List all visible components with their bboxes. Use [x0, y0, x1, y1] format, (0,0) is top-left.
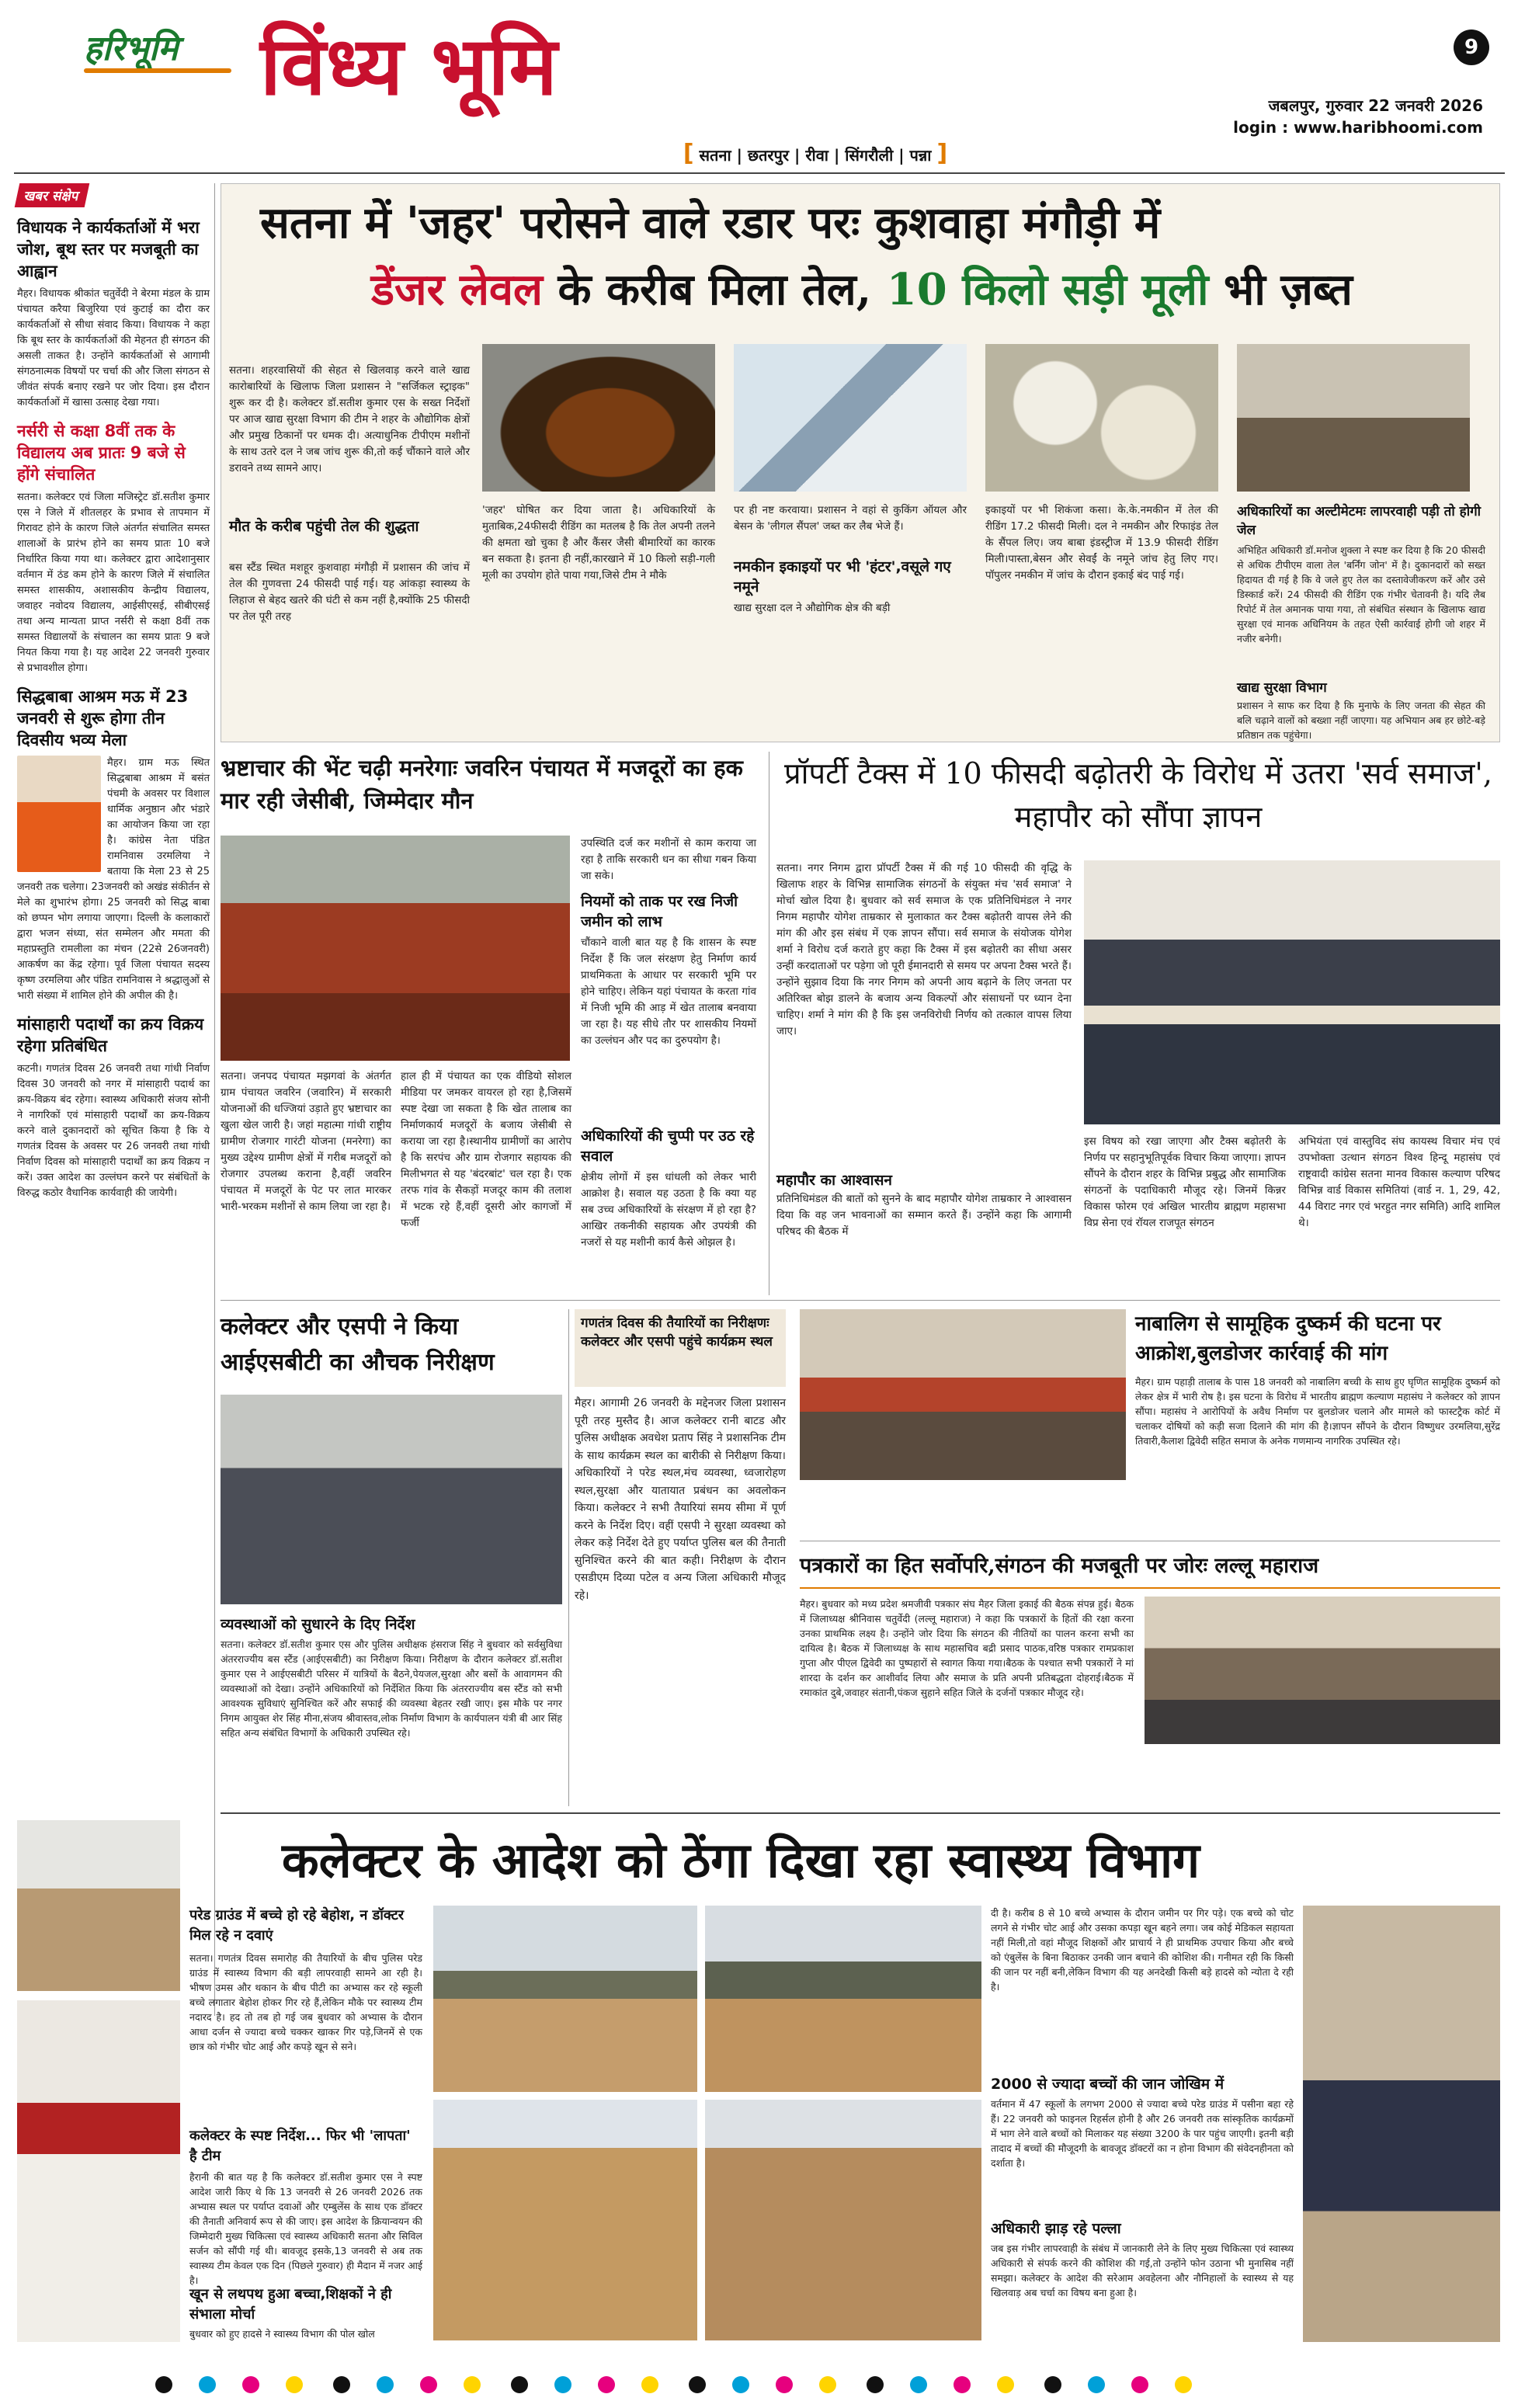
isbt-photo-officials — [221, 1395, 562, 1604]
district-panna[interactable]: पन्ना — [909, 146, 932, 165]
health-headline: कलेक्टर के आदेश को ठेंगा दिखा रहा स्वास्थ्य विभाग — [281, 1832, 1200, 1889]
page-number — [1454, 30, 1489, 65]
district-satna[interactable]: सतना — [699, 146, 731, 165]
mnrega-headline: भ्रष्टाचार की भेंट चढ़ी मनरेगाः जवरिन पंचायत में मजदूरों का हक मार रही जेसीबी, जिम्मेदार मौन — [221, 755, 743, 814]
health-right-subhead: 2000 से ज्यादा बच्चों की जान जोखिम में — [991, 2076, 1224, 2093]
brief-headline-1: विधायक ने कार्यकर्ताओं में भरा जोश, बूथ स्तर पर मजबूती का आह्वान — [17, 218, 200, 280]
health-subhead-1: परेड ग्राउंड में बच्चे हो रहे बेहोश, न डॉक्टर मिल रहे न दवाएं — [189, 1907, 405, 1944]
health-right-1: दी है। करीब 8 से 10 बच्चे अभ्यास के दौरान जमीन पर गिर पड़े। एक बच्चे को चोट लगने से गंभीर चोट आई और उसका कपड़ा खून बहने लगा। जब कोई मेडिकल सहायता नहीं मिली,तो वहां मौजूद शिक्षकों और प्राचार्य ने ही प्राथमिक उपचार किया और बच्चे को एंबुलेंस के बिना बिठाकर उनकी जान बचाने की कोशिश की। गनीमत रही कि किसी की जान पर नहीं बनी,लेकिन विभाग की यह अनदेखी किसी बड़े हादसे को न्योता दे रही है। — [991, 1907, 1294, 1993]
journalist-story — [800, 1548, 1500, 1805]
brief-body-1: मैहर। विधायक श्रीकांत चतुर्वेदी ने बेरमा मंडल के ग्राम पंचायत करैया बिजुरिया एवं कुटाई का दौरा कर कार्यकर्ताओं से सीधा संवाद किया। विधायक ने कहा कि बूथ स्तर के कार्यकर्ताओं की मेहनत ही संगठन की असली ताकत है। उन्होंने कार्यकर्ताओं से आगामी संगठनात्मक विषयों पर चर्चा की और जिला संगठन से जीवंत संपर्क बनाए रखने पर जोर दिया। इस दौरान कार्यकर्ताओं में खासा उत्साह देखा गया। — [17, 288, 210, 408]
lead-headline-2 — [229, 259, 1495, 321]
health-photo-parade-1 — [433, 1906, 697, 2092]
lead-headline-mid: के करीब मिला तेल, — [558, 264, 872, 315]
lead-body-col1: सतना। शहरवासियों की सेहत से खिलवाड़ करने वाले खाद्य कारोबारियों के खिलाफ जिला प्रशासन ने "सर्जिकल स्ट्राइक" शुरू कर दी है। कलेक्टर डॉ.सतीश कुमार एस के सख्त निर्देशों पर आज खाद्य सुरक्षा विभाग की टीम ने शहर के औद्योगिक क्षेत्रों और प्रमुख ठिकानों पर धमक दी। अत्याधुनिक टीपीएम मशीनों के साथ उतरे दल ने जब जांच शुरू की,तो कई चौंकाने वाले और डरावने तथ्य सामने आए। — [229, 364, 470, 474]
group-logo: हरिभूमि — [84, 29, 179, 68]
health-photo-ground — [433, 2100, 697, 2340]
district-rewa[interactable]: रीवा — [805, 146, 828, 165]
district-bar: [ सतना | छतरपुर | रीवा | सिंगरौली | पन्ना ] — [683, 140, 948, 167]
mnrega-body-1: चौंकाने वाली बात यह है कि शासन के स्पष्ट निर्देश हैं कि जल संरक्षण हेतु निर्माण कार्य प्राथमिकता के आधार पर सरकारी भूमि पर होने चाहिए। लेकिन यहां पंचायत के करता गांव में निजी भूमि की आड़ में खेत तालाब बनवाया जा रहा है। यह सीधे तौर पर शासकीय नियमों का उल्लंघन और पद का दुरुपयोग है। — [581, 936, 756, 1047]
login-link[interactable]: login : www.haribhoomi.com — [1233, 118, 1483, 137]
mnrega-body-col1: सतना। जनपद पंचायत मझगवां के अंतर्गत ग्राम पंचायत जवरिन (जवारिन) में सरकारी योजनाओं की धज्जियां उड़ाते हुए भ्रष्टाचार का खुला खेल जारी है। जहां महात्मा गांधी राष्ट्रीय ग्रामीण रोजगार गारंटी योजना (मनरेगा) का मुख्य उद्देश्य ग्रामीण क्षेत्रों में गरीब मजदूरों को रोजगार उपलब्ध कराना है,वहीं जवरिन पंचायत में मजदूरों के पेट पर लात मारकर भारी-भरकम मशीनों से काम लिया जा रहा है। — [221, 1070, 391, 1213]
lead-body-col1b: बस स्टैंड स्थित मशहूर कुशवाहा मंगौड़ी में प्रशासन की जांच में तेल की गुणवत्ता 24 फीसदी पाई गई। यह आंकड़ा स्वास्थ्य के लिहाज से बेहद खतरे की घंटी से कम नहीं है,क्योंकि 25 फीसदी पर तेल पूरी तरह — [229, 561, 470, 623]
lead-photo-thermometer — [734, 344, 967, 492]
logo-swoosh — [84, 68, 231, 73]
tax-headline: प्रॉपर्टी टैक्स में 10 फीसदी बढ़ोतरी के विरोध में उतरा 'सर्व समाज', महापौर को सौंपा ज्ञापन — [784, 756, 1492, 834]
dateline: जबलपुर, गुरुवार 22 जनवरी 2026 — [1268, 96, 1483, 115]
journalist-photo-meeting — [1145, 1597, 1500, 1744]
health-subhead-2: कलेक्टर के स्पष्ट निर्देश... फिर भी 'लापता' है टीम — [189, 2128, 411, 2164]
health-photo-parade-2 — [705, 1906, 981, 2092]
lead-subhead-2: नमकीन इकाइयों पर भी 'हंटर',वसूले गए नमूने — [734, 558, 951, 596]
minor-story — [800, 1309, 1500, 1534]
health-right-3: जब इस गंभीर लापरवाही के संबंध में जानकारी लेने के लिए मुख्य चिकित्सा एवं स्वास्थ्य अधिकारी से संपर्क करने की कोशिश की गई,तो उन्होंने फोन उठाना भी मुनासिब नहीं समझा। कलेक्टर के आदेश की सरेआम अवहेलना और नौनिहालों के स्वास्थ्य से यह खिलवाड़ अब चर्चा का विषय बना हुआ है। — [991, 2243, 1294, 2299]
lead-body-col3: पर ही नष्ट करवाया। प्रशासन ने वहां से कुकिंग ऑयल और बेसन के 'लीगल सैंपल' जब्त कर लैब भेजे हैं। — [734, 504, 967, 533]
lead-headline-end: भी ज़ब्त — [1223, 264, 1353, 315]
republic-headline: गणतंत्र दिवस की तैयारियों का निरीक्षणः कलेक्टर और एसपी पहुंचे कार्यक्रम स्थल — [581, 1315, 773, 1350]
mnrega-story — [221, 752, 764, 1295]
brief-headline-3: सिद्धबाबा आश्रम मऊ में 23 जनवरी से शुरू होगा तीन दिवसीय भव्य मेला — [17, 687, 189, 749]
journalist-headline-box — [800, 1548, 1500, 1589]
lead-body-col3b: खाद्य सुरक्षा दल ने औद्योगिक क्षेत्र की बड़ी — [734, 602, 891, 614]
brief-headline-2: नर्सरी से कक्षा 8वीं तक के विद्यालय अब प्रातः 9 बजे से होंगे संचालित — [17, 422, 186, 484]
isbt-body: सतना। कलेक्टर डॉ.सतीश कुमार एस और पुलिस अधीक्षक हंसराज सिंह ने बुधवार को सर्वसुविधा अंतरराज्यीय बस स्टैंड (आईएसबीटी) का निरीक्षण किया। निरीक्षण के दौरान कलेक्टर डॉ.सतीश कुमार एस ने आईएसबीटी परिसर में यात्रियों के बैठने,पेयजल,सुरक्षा और बसों के आवागमन की व्यवस्थाओं को देखा। उन्होंने अधिकारियों को निर्देशित किया कि अंतरराज्यीय बस स्टैंड को सभी आवश्यक सुविधाएं सुनिश्चित करें और सफाई की व्यवस्था बेहतर रखी जाए। इस मौके पर नगर निगम आयुक्त शेर सिंह मीना,संजय श्रीवास्तव,लोक निर्माण विभाग के कार्यपालन यंत्री बी आर सिंह सहित अन्य संबंधित विभागों के अधिकारी उपस्थित रहे। — [221, 1638, 562, 1739]
lead-side-body: अभिहित अधिकारी डॉ.मनोज शुक्ला ने स्पष्ट कर दिया है कि 20 फीसदी से अधिक टीपीएम वाला तेल 'बर्निंग जोन' में है। दुकानदारों को सख्त हिदायत दी गई है कि वे जले हुए तेल का दस्तावेजीकरण करें और उसे डिस्कार्ड करें। 24 फीसदी की रीडिंग एक गंभीर चेतावनी है। यदि लैब रिपोर्ट में तेल अमानक पाया गया, तो संबंधित संस्थान के खिलाफ खाद्य सुरक्षा एवं मानक अधिनियम के तहत ऐसी कार्रवाई होगी जो शहर में नजीर बनेगी। — [1237, 544, 1485, 645]
brief-body-3: मैहर। ग्राम मऊ स्थित सिद्धबाबा आश्रम में बसंत पंचमी के अवसर पर विशाल धार्मिक अनुष्ठान और भंडारे का आयोजन किया जा रहा है। कांग्रेस नेता पंडित रामनिवास उरमलिया ने बताया कि मेला 23 से 25 जनवरी तक चलेगा। 23जनवरी को अखंड संकीर्तन से मेले का शुभारंभ होगा। 25 जनवरी को सिद्ध बाबा को छप्पन भोग लगाया जाएगा। दिल्ली के कलाकारों द्वारा भजन संध्या, संत सम्मेलन और ममता की महाप्रस्तुति रामलीला का मंचन (22से 26जनवरी) आकर्षण का केंद्र रहेगा। पूर्व जिला पंचायत सदस्य कृष्ण उरमलिया और पंडित रामनिवास ने श्रद्धालुओं से भारी संख्या में शामिल होने की अपील की है। — [17, 757, 210, 1002]
republic-story — [575, 1309, 792, 1806]
minor-photo-protest — [800, 1309, 1126, 1480]
health-story — [17, 1820, 1500, 2356]
mnrega-body-col2: हाल ही में पंचायत का एक वीडियो सोशल मीडिया पर जमकर वायरल हो रहा है,जिसमें स्पष्ट देखा जा सकता है कि खेत तालाब का निर्माणकार्य मजदूरों के बजाय जेसीबी से कराया जा रहा है।स्थानीय ग्रामीणों का आरोप है कि सरपंच और ग्राम रोजगार सहायक की मिलीभगत से यह 'बंदरबांट' चल रहा है। एक तरफ गांव के सैकड़ों मजदूर काम की तलाश में भटक रहे हैं,वहीं दूसरी ओर कागजों में फर्जी — [401, 1070, 571, 1229]
isbt-subhead: व्यवस्थाओं को सुधारने के दिए निर्देश — [221, 1616, 415, 1633]
tax-body-col1b: प्रतिनिधिमंडल की बातों को सुनने के बाद महापौर योगेश ताम्रकार ने आश्वासन दिया कि वह जन भावनाओं का सम्मान करते हैं। उन्होंने कहा कि आगामी परिषद की बैठक में — [776, 1193, 1072, 1238]
lead-side-subhead: खाद्य सुरक्षा विभाग — [1237, 680, 1327, 696]
lead-subhead-1: मौत के करीब पहुंची तेल की शुद्धता — [229, 518, 419, 535]
brief-headline-4: मांसाहारी पदार्थों का क्रय विक्रय रहेगा प्रतिबंधित — [17, 1015, 204, 1055]
isbt-story — [221, 1309, 562, 1806]
mid-rule-1 — [221, 1300, 1500, 1301]
brief-photo-1 — [17, 756, 101, 872]
brief-column — [17, 183, 210, 2016]
lead-headline-red: डेंजर लेवल — [371, 264, 544, 315]
health-subhead-3: खून से लथपथ हुआ बच्चा,शिक्षकों ने ही संभाला मोर्चा — [189, 2286, 392, 2323]
lead-photo-radish — [985, 344, 1218, 492]
brief-body-2: सतना। कलेक्टर एवं जिला मजिस्ट्रेट डॉ.सतीश कुमार एस ने जिले में शीतलहर के प्रभाव से तापमान में गिरावट होने के कारण जिले अंतर्गत संचालित समस्त शालाओं के प्रारंभ होने का समय प्रातः 10 बजे निर्धारित किया गया था। कलेक्टर द्वारा आदेशानुसार वर्तमान में ठंड कम होने के कारण जिले में संचालित समस्त शासकीय, अशासकीय केन्द्रीय विद्यालय, जवाहर नवोदय विद्यालय, आईसीएसई, सीबीएसई तथा अन्य मान्यता प्राप्त नर्सरी से कक्षा 8वीं तक समस्त विद्यालयों के संचालन का समय प्रातः 9 बजे नियत किया गया है। यह आदेश 22 जनवरी गुरुवार से प्रभावशील होगा। — [17, 492, 210, 674]
mnrega-subhead-1: नियमों को ताक पर रख निजी जमीन को लाभ — [581, 893, 738, 930]
page-number-text: 9 — [1464, 36, 1479, 59]
minor-body: मैहर। ग्राम पहाड़ी तालाब के पास 18 जनवरी को नाबालिग बच्ची के साथ हुए घृणित सामूहिक दुष्कर्म को लेकर क्षेत्र में भारी रोष है। इस घटना के विरोध में भारतीय ब्राह्मण कल्याण महासंघ ने कलेक्टर को ज्ञापन सौंपा। महासंघ ने आरोपियों के अवैध निर्माण पर बुलडोजर चलाने और मामले को फास्टट्रैक कोर्ट में चलाकर दोषियों को कड़ी सजा दिलाने की मांग की है।ज्ञापन सौंपने के दौरान विष्णुधर उरमलिया,सुरेंद्र तिवारी,कैलाश द्विवेदी सहित समाज के अनेक गणमान्य नागरिक उपस्थित रहे। — [1135, 1376, 1500, 1447]
minor-headline: नाबालिग से सामूहिक दुष्कर्म की घटना पर आक्रोश,बुलडोजर कार्रवाई की मांग — [1135, 1312, 1441, 1365]
lead-photo-inspection — [1237, 344, 1470, 492]
isbt-divider — [568, 1309, 569, 1806]
masthead — [0, 0, 1518, 167]
brief-label: खबर संक्षेप — [15, 183, 89, 207]
tax-body-col2: इस विषय को रखा जाएगा और टैक्स बढ़ोतरी के निर्णय पर सहानुभूतिपूर्वक विचार किया जाएगा। ज्ञापन सौंपने के दौरान शहर के विभिन्न प्रबुद्ध और सामाजिक संगठनों के पदाधिकारी मौजूद रहे। जिनमें किन्नर विकास फोरम एवं अखिल भारतीय ब्राह्मण महासभा विप्र सेना एवं रॉयल राजपूत संगठन — [1084, 1135, 1286, 1229]
brief-body-4: कटनी। गणतंत्र दिवस 26 जनवरी तथा गांधी निर्वाण दिवस 30 जनवरी को नगर में मांसाहारी पदार्थ का क्रय-विक्रय बंद रहेगा। स्वास्थ्य अधिकारी संजय सोनी ने नागरिकों एवं मांसाहारी पदार्थों का क्रय-विक्रय करने वाले दुकानदारों को सूचित किया है कि ये गणतंत्र दिवस के अवसर पर 26 जनवरी तथा गांधी निर्वाण दिवस को मांसाहारी पदार्थों का क्रय विक्रय न करें। उक्त आदेश का उल्लंघन करने पर संबंधितों के विरुद्ध कठोर वैधानिक कार्यवाही की जायेगी। — [17, 1063, 210, 1199]
lead-photo-oil-test — [482, 344, 715, 492]
page-title: विंध्य भूमि — [260, 18, 558, 113]
mnrega-subhead-2: अधिकारियों की चुप्पी पर उठ रहे सवाल — [581, 1128, 755, 1165]
tax-body-col1: सतना। नगर निगम द्वारा प्रॉपर्टी टैक्स में की गई 10 फीसदी की वृद्धि के खिलाफ शहर के विभिन्न सामाजिक संगठनों के संयुक्त मंच 'सर्व समाज' ने मोर्चा खोल दिया है। बुधवार को सर्व समाज के एक प्रतिनिधिमंडल ने नगर निगम महापौर योगेश ताम्रकार से मुलाकात कर टैक्स बढ़ोतरी वापस लेने की मांग की और इस संबंध में एक ज्ञापन सौंपा। सर्व समाज के संयोजक योगेश शर्मा ने विरोध दर्ज कराते हुए कहा कि टैक्स में इस बढ़ोतरी का सीधा असर उन्हीं करदाताओं पर पड़ेगा जो पूरी ईमानदारी से समय पर अपना टैक्स भरते हैं। उन्होंने सुझाव दिया कि नगर निगम को अपनी आय बढ़ाने के लिए जनता पर अतिरिक्त बोझ डालने के बजाय अन्य विकल्पों और संसाधनों पर ध्यान देना चाहिए। शर्मा ने मांग की है कि इस जनविरोधी निर्णय को तत्काल वापस लिया जाए। — [776, 862, 1072, 1037]
republic-body: मैहर। आगामी 26 जनवरी के मद्देनजर जिला प्रशासन पूरी तरह मुस्तैद है। आज कलेक्टर रानी बाटड और पुलिस अधीक्षक अवधेश प्रताप सिंह ने प्रशासनिक टीम के साथ कार्यक्रम स्थल का बारीकी से निरीक्षण किया। अधिकारियों ने परेड स्थल,मंच व्यवस्था, ध्वजारोहण स्थल,सुरक्षा और यातायात प्रबंधन का अवलोकन किया। कलेक्टर ने सभी तैयारियां समय सीमा में पूर्ण करने के निर्देश दिए। वहीं एसपी ने सुरक्षा व्यवस्था को लेकर कड़े निर्देश देते हुए पर्याप्त पुलिस बल की तैनाती सुनिश्चित करने की बात कही। निरीक्षण के दौरान एसडीएम दिव्या पटेल व अन्य जिला अधिकारी मौजूद रहे। — [575, 1397, 786, 1602]
district-chhatarpur[interactable]: छतरपुर — [747, 146, 790, 165]
lead-side-headline: अधिकारियों का अल्टीमेटमः लापरवाही पड़ी तो होगी जेल — [1237, 504, 1482, 538]
district-singrauli[interactable]: सिंगरौली — [845, 146, 894, 165]
journalist-body: मैहर। बुधवार को मध्य प्रदेश श्रमजीवी पत्रकार संघ मैहर जिला इकाई की बैठक संपन्न हुई। बैठक में जिलाध्यक्ष श्रीनिवास चतुर्वेदी (लल्लू महाराज) ने कहा कि पत्रकारों के हितों की रक्षा करना उनका प्राथमिक लक्ष्य है। उन्होंने जोर दिया कि संगठन की नीतियों का पालन करना सभी का दायित्व है। बैठक में जिलाध्यक्ष के साथ महासचिव बद्री प्रसाद पाठक,वरिष्ठ पत्रकार रामप्रकाश गुप्ता और पीएल द्विवेदी का पुष्पहारों से स्वागत किया गया।बैठक के पश्चात सभी पत्रकारों ने मां शारदा के दर्शन कर आशीर्वाद लिया और समाज के प्रति अपनी प्रतिबद्धता दोहराई।बैठक में रमाकांत दुबे,जवाहर संतानी,पंकज सुहाने सहित जिले के दर्जनों पत्रकार मौजूद रहे। — [800, 1598, 1134, 1698]
mid-rule-3 — [221, 1812, 1500, 1814]
lead-side-body2: प्रशासन ने साफ कर दिया है कि मुनाफे के लिए जनता की सेहत की बलि चढ़ाने वालों को बख्शा नहीं जाएगा। यह अभियान अब हर छोटे-बड़े प्रतिष्ठान तक पहुंचेगा। — [1237, 700, 1485, 741]
journalist-headline: पत्रकारों का हित सर्वोपरि,संगठन की मजबूती पर जोरः लल्लू महाराज — [800, 1554, 1319, 1578]
health-body-1: सतना। गणतंत्र दिवस समारोह की तैयारियों के बीच पुलिस परेड ग्राउंड में स्वास्थ्य विभाग की बड़ी लापरवाही सामने आ रही है। भीषण उमस और थकान के बीच पीटी का अभ्यास कर रहे स्कूली बच्चे लगातार बेहोश होकर गिर रहे हैं,लेकिन मौके पर स्वास्थ्य टीम नदारद है। हद तो तब हो गई जब बुधवार को अभ्यास के दौरान आधा दर्जन से ज्यादा बच्चे चक्कर खाकर गिर पड़े,जिनमें से एक छात्र को गंभीर चोट आई और कपड़े खून से सने। — [189, 1952, 422, 2052]
health-photo-left-ground — [17, 1820, 180, 1991]
tax-photo-memorandum — [1084, 860, 1500, 1124]
health-photo-left-student — [17, 2000, 180, 2342]
health-photo-crowd — [705, 2100, 981, 2340]
lead-body-col2: 'जहर' घोषित कर दिया जाता है। अधिकारियों के मुताबिक,24फीसदी रीडिंग का मतलब है कि तेल अपनी तलने की क्षमता खो चुका है और कैंसर जैसी बीमारियों का कारक बन सकता है। इतना ही नहीं,कारखाने में 10 किलो सड़ी-गली मूली का उपयोग होते पाया गया,जिसे टीम ने मौके — [482, 504, 715, 582]
lead-story — [221, 183, 1500, 742]
lead-body-col4: इकाइयों पर भी शिकंजा कसा। के.के.नमकीन में तेल की रीडिंग 17.2 फीसदी मिली। दल ने नमकीन और रिफाइंड तेल के सैंपल लिए। जय बाबा इंडस्ट्रीज में 13.9 फीसदी रीडिंग मिली।पास्ता,बेसन और सेवईं के नमूने जांच हेतु लिए गए। पॉपुलर नमकीन में जांच के दौरान इकाई बंद पाई गई। — [985, 504, 1218, 582]
mnrega-top-right: उपस्थिति दर्ज कर मशीनों से काम कराया जा रहा है ताकि सरकारी धन का सीधा गबन किया जा सके। — [581, 837, 756, 882]
brief-divider — [214, 183, 215, 2016]
registration-marks — [155, 2376, 1475, 2399]
health-right-subhead-2: अधिकारी झाड़ रहे पल्ला — [991, 2220, 1121, 2237]
tax-subhead: महापौर का आश्वासन — [776, 1172, 892, 1189]
masthead-rule — [14, 172, 1505, 174]
health-body-3: बुधवार को हुए हादसे ने स्वास्थ्य विभाग की पोल खोल — [189, 2328, 375, 2340]
mnrega-photo-jcb — [221, 836, 570, 1061]
tax-body-col3: अभियंता एवं वास्तुविद संघ कायस्थ विचार मंच एवं उपभोक्ता उत्थान संगठन विश्व हिन्दू महासंघ एवं राष्ट्रवादी कांग्रेस सतना मानव विकास कल्याण परिषद विभिन्न वार्ड विकास समितियां (वार्ड न. 1, 29, 42, 44 विराट नगर एवं भरहुत नगर समिति) आदि शामिल थे। — [1298, 1135, 1500, 1229]
isbt-headline: कलेक्टर और एसपी ने किया आईएसबीटी का औचक निरीक्षण — [221, 1313, 495, 1376]
tax-story — [776, 752, 1500, 1295]
republic-headline-box — [575, 1309, 786, 1387]
health-right-2: वर्तमान में 47 स्कूलों के लगभग 2000 से ज्यादा बच्चे परेड ग्राउंड में पसीना बहा रहे हैं। 22 जनवरी को फाइनल रिहर्सल होनी है और 26 जनवरी तक सांस्कृतिक कार्यक्रमों में भाग लेने वाले बच्चों को मिलाकर यह संख्या 3200 के पार पहुंच जाएगी। इतनी बड़ी तादाद में बच्चों की मौजूदगी के बावजूद डॉक्टरों का न होना विभाग की संवेदनहीनता को दर्शाता है। — [991, 2098, 1294, 2169]
health-photo-right-child — [1303, 1906, 1500, 2342]
mnrega-body-2: क्षेत्रीय लोगों में इस धांधली को लेकर भारी आक्रोश है। सवाल यह उठता है कि क्या यह सब उच्च अधिकारियों के संरक्षण में हो रहा है? आखिर तकनीकी सहायक और उपयंत्री की नजरों से यह मशीनी कार्य कैसे ओझल है। — [581, 1171, 756, 1249]
lead-headline-green: 10 किलो सड़ी मूली — [886, 264, 1209, 315]
lead-headline-1: सतना में 'जहर' परोसने वाले रडार परः कुशवाहा मंगौड़ी में — [260, 197, 1161, 248]
health-body-2: हैरानी की बात यह है कि कलेक्टर डॉ.सतीश कुमार एस ने स्पष्ट आदेश जारी किए थे कि 13 जनवरी से 26 जनवरी 2026 तक अभ्यास स्थल पर पर्याप्त दवाओं और एम्बुलेंस के साथ एक डॉक्टर की तैनाती अनिवार्य रूप से की जाए। इस आदेश के क्रियान्वयन की जिम्मेदारी मुख्य चिकित्सा एवं स्वास्थ्य अधिकारी सतना और सिविल सर्जन को सौंपी गई थी। बावजूद इसके,13 जनवरी से अब तक स्वास्थ्य टीम केवल एक दिन (पिछले गुरुवार) ही मैदान में नजर आई है। — [189, 2171, 422, 2286]
